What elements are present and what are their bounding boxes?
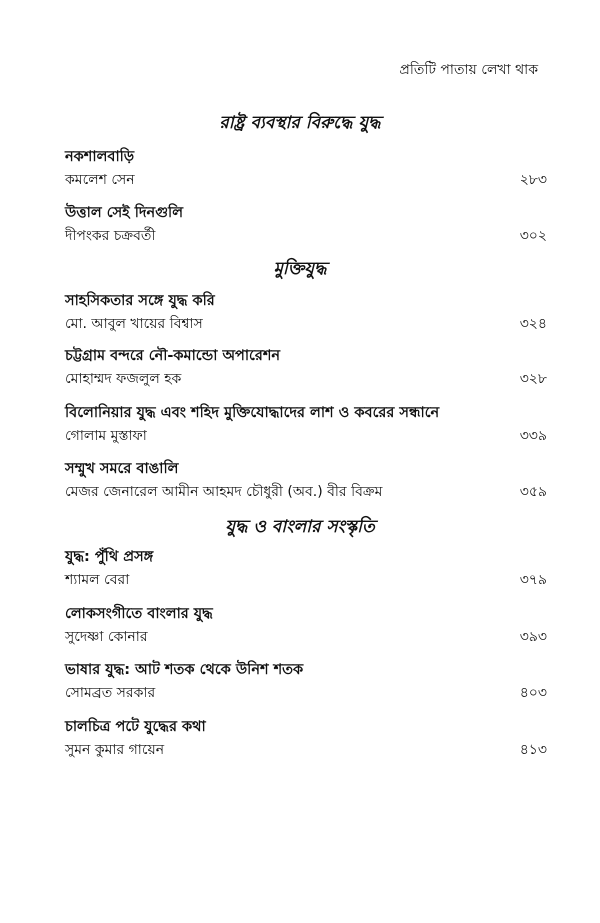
section-heading: মুক্তিযুদ্ধ [273,259,327,279]
entry-title: নকশালবাড়ি [65,149,135,165]
entry-title: যুদ্ধ: পুঁথি প্রসঙ্গ [65,549,154,565]
entry-author-row [65,480,547,504]
entry-author: মোহাম্মদ ফজলুল হক [65,371,182,387]
entry-author: শ্যামল বেরা [65,572,130,588]
entry-author-row [65,424,547,448]
entry-page-number: ৩৯৩ [519,629,547,645]
toc-entry [65,146,547,192]
toc-entry [65,345,547,391]
entry-page-number: ৩২৮ [519,371,547,387]
toc-entry [65,402,547,448]
entry-author-row [65,625,547,649]
section-heading: যুদ্ধ ও বাংলার সংস্কৃতি [225,517,375,537]
entry-page-number: ৩২৪ [519,316,547,332]
running-header: প্রতিটি পাতায় লেখা থাক [399,62,538,78]
toc-entry [65,603,547,649]
entry-title: চট্টগ্রাম বন্দরে নৌ-কমান্ডো অপারেশন [65,348,281,364]
entry-page-number: ৪০৩ [519,685,547,701]
entry-page-number: ৩৫৯ [519,484,547,500]
entry-author: মো. আবুল খায়ের বিশ্বাস [65,316,203,332]
entry-page-number: ৪১৩ [519,742,547,758]
toc-entry [65,202,547,248]
section-heading: রাষ্ট্র ব্যবস্থার বিরুদ্ধে যুদ্ধ [219,113,381,133]
entry-author-row [65,224,547,248]
toc-entry [65,458,547,504]
entry-author: দীপংকর চক্রবর্তী [65,228,156,244]
entry-author-row [65,367,547,391]
toc-entry [65,290,547,336]
entry-author: গোলাম মুস্তাফা [65,428,147,444]
entry-title: উত্তাল সেই দিনগুলি [65,205,184,221]
entry-author: সুমন কুমার গায়েন [65,742,165,758]
entry-author-row [65,568,547,592]
entry-title: ভাষার যুদ্ধ: আট শতক থেকে উনিশ শতক [65,662,304,678]
entry-page-number: ৩৭৯ [519,572,547,588]
entry-author-row [65,312,547,336]
entry-author-row [65,168,547,192]
entry-title: বিলোনিয়ার যুদ্ধ এবং শহিদ মুক্তিযোদ্ধাদের লাশ ও কবরের সন্ধানে [65,405,440,421]
entry-author: সুদেষ্ণা কোনার [65,629,148,645]
entry-author-row [65,738,547,762]
toc-entry [65,546,547,592]
entry-author: মেজর জেনারেল আমীন আহমদ চৌধুরী (অব.) বীর বিক্রম [65,484,383,500]
entry-author: সোমব্রত সরকার [65,685,156,701]
entry-title: লোকসংগীতে বাংলার যুদ্ধ [65,606,213,622]
entry-page-number: ৩০২ [519,228,547,244]
entry-author: কমলেশ সেন [65,172,135,188]
entry-page-number: ২৮৩ [519,172,547,188]
entry-author-row [65,681,547,705]
entry-title: সাহসিকতার সঙ্গে যুদ্ধ করি [65,293,215,309]
toc-entry [65,716,547,762]
entry-title: সম্মুখ সমরে বাঙালি [65,461,179,477]
entry-page-number: ৩৩৯ [519,428,547,444]
toc-entry [65,659,547,705]
entry-title: চালচিত্র পটে যুদ্ধের কথা [65,719,206,735]
